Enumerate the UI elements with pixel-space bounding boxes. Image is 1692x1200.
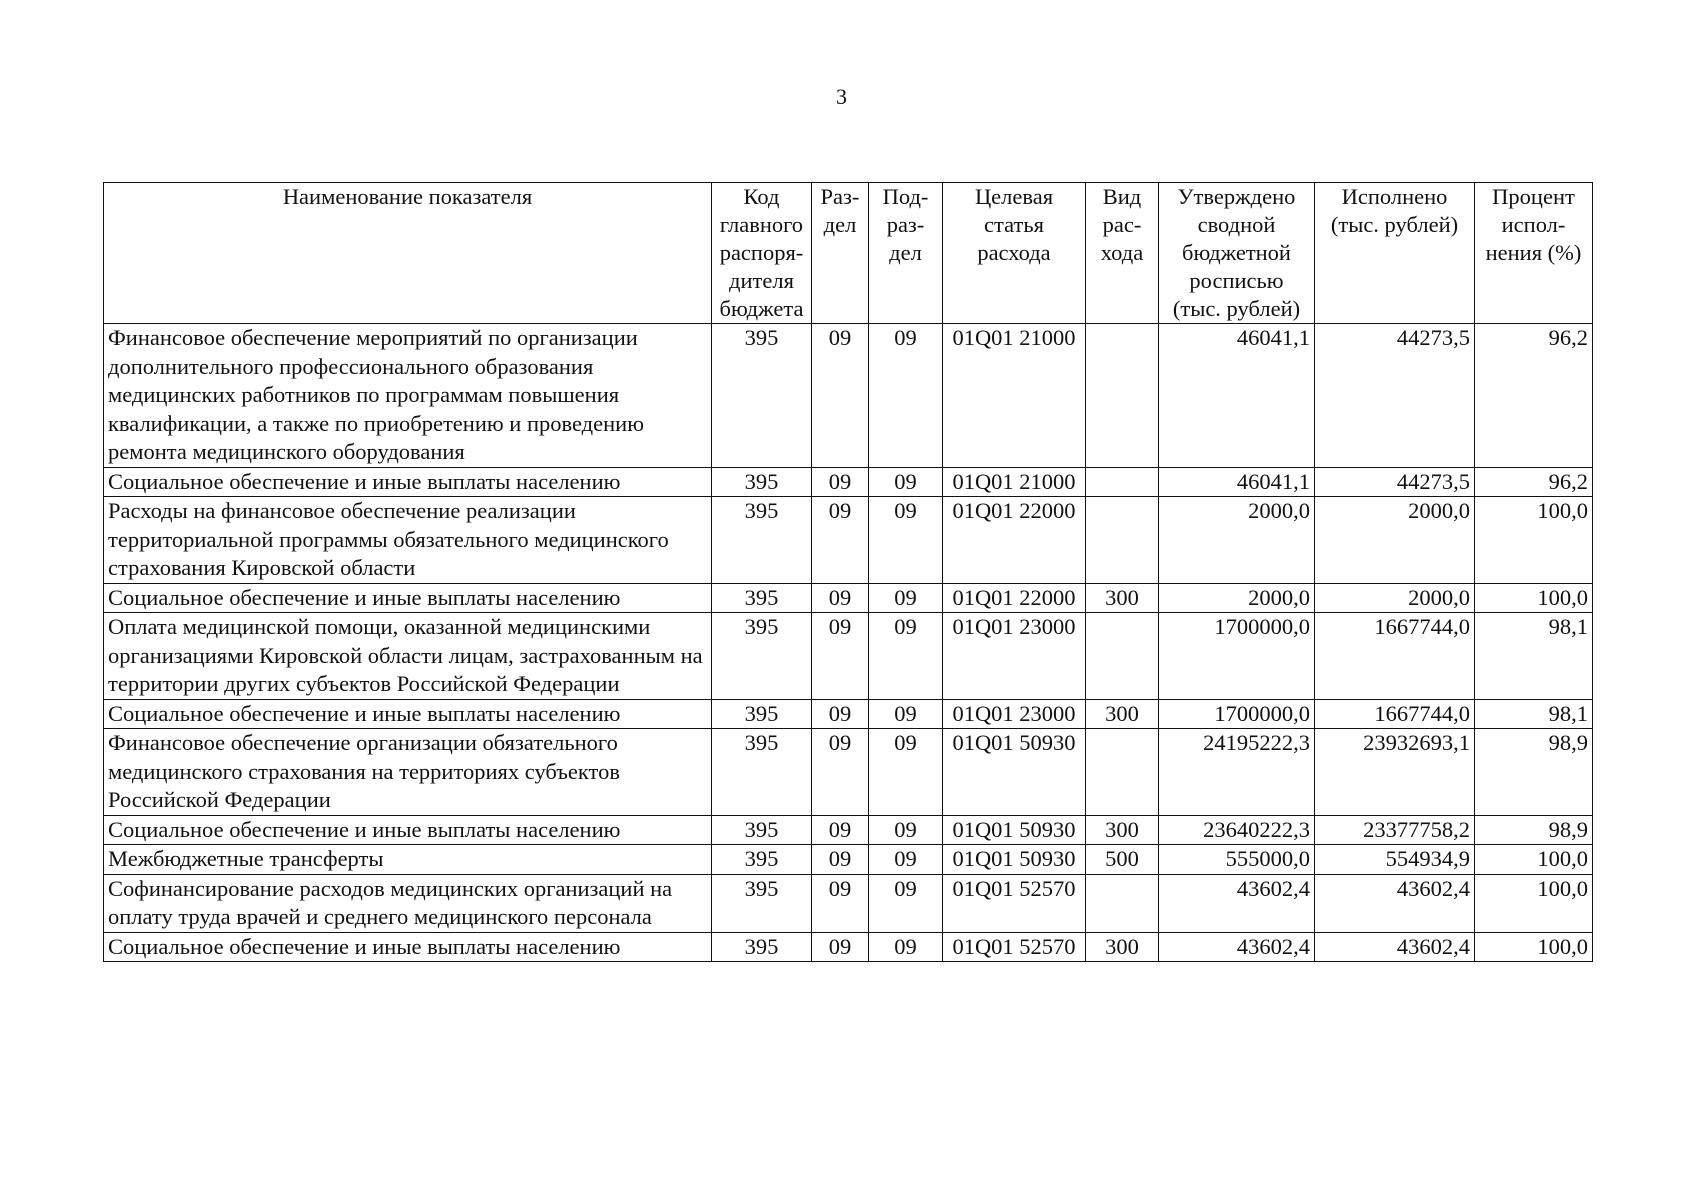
header-indicator-name: Наименование показателя (104, 183, 712, 324)
cell-target-article: 01Q01 21000 (943, 324, 1086, 468)
cell-execution-percent: 98,1 (1475, 613, 1593, 700)
table-row (104, 467, 1593, 497)
cell-subsection: 09 (869, 467, 943, 497)
cell-indicator-name: Финансовое обеспечение мероприятий по организации дополнительного профессионального образования медицинских работников по программам повышения квалификации, а также по приобретению и проведению ремонта медицинского оборудования (104, 324, 712, 468)
cell-expense-type (1086, 324, 1159, 468)
cell-indicator-name: Социальное обеспечение и иные выплаты населению (104, 815, 712, 845)
table-row (104, 497, 1593, 584)
table-row (104, 874, 1593, 932)
table-row (104, 815, 1593, 845)
header-approved: Утверждено сводной бюджетной росписью (тыс. рублей) (1159, 183, 1315, 324)
cell-executed-amount: 2000,0 (1315, 583, 1475, 613)
table-row (104, 699, 1593, 729)
cell-indicator-name: Социальное обеспечение и иные выплаты населению (104, 699, 712, 729)
cell-expense-type (1086, 729, 1159, 816)
cell-execution-percent: 98,9 (1475, 815, 1593, 845)
header-admin-code: Код главного распоря-дителя бюджета (712, 183, 812, 324)
table-row (104, 729, 1593, 816)
table-row (104, 845, 1593, 875)
cell-execution-percent: 100,0 (1475, 583, 1593, 613)
cell-target-article: 01Q01 52570 (943, 932, 1086, 962)
cell-execution-percent: 100,0 (1475, 845, 1593, 875)
cell-approved-amount: 1700000,0 (1159, 699, 1315, 729)
table-header-row (104, 183, 1593, 324)
header-subsection: Под-раз-дел (869, 183, 943, 324)
cell-admin-code: 395 (712, 613, 812, 700)
cell-subsection: 09 (869, 815, 943, 845)
cell-approved-amount: 2000,0 (1159, 583, 1315, 613)
cell-executed-amount: 44273,5 (1315, 324, 1475, 468)
cell-target-article: 01Q01 23000 (943, 613, 1086, 700)
cell-approved-amount: 43602,4 (1159, 932, 1315, 962)
cell-target-article: 01Q01 50930 (943, 845, 1086, 875)
cell-expense-type: 300 (1086, 815, 1159, 845)
cell-execution-percent: 98,9 (1475, 729, 1593, 816)
cell-subsection: 09 (869, 874, 943, 932)
cell-subsection: 09 (869, 845, 943, 875)
cell-target-article: 01Q01 22000 (943, 583, 1086, 613)
cell-expense-type: 500 (1086, 845, 1159, 875)
cell-expense-type (1086, 467, 1159, 497)
cell-subsection: 09 (869, 729, 943, 816)
cell-section: 09 (812, 845, 869, 875)
cell-approved-amount: 1700000,0 (1159, 613, 1315, 700)
cell-section: 09 (812, 874, 869, 932)
cell-admin-code: 395 (712, 845, 812, 875)
cell-target-article: 01Q01 52570 (943, 874, 1086, 932)
cell-approved-amount: 2000,0 (1159, 497, 1315, 584)
header-executed: Исполнено (тыс. рублей) (1315, 183, 1475, 324)
cell-section: 09 (812, 699, 869, 729)
cell-expense-type: 300 (1086, 583, 1159, 613)
budget-execution-table (103, 182, 1593, 962)
cell-target-article: 01Q01 23000 (943, 699, 1086, 729)
cell-section: 09 (812, 729, 869, 816)
cell-executed-amount: 43602,4 (1315, 932, 1475, 962)
header-expense-type: Вид рас-хода (1086, 183, 1159, 324)
cell-subsection: 09 (869, 613, 943, 700)
table-row (104, 324, 1593, 468)
cell-expense-type (1086, 874, 1159, 932)
cell-executed-amount: 1667744,0 (1315, 613, 1475, 700)
cell-indicator-name: Оплата медицинской помощи, оказанной медицинскими организациями Кировской области лицам, застрахованным на территории других субъектов Российской Федерации (104, 613, 712, 700)
cell-subsection: 09 (869, 324, 943, 468)
cell-admin-code: 395 (712, 932, 812, 962)
cell-section: 09 (812, 497, 869, 584)
header-section: Раз-дел (812, 183, 869, 324)
cell-section: 09 (812, 324, 869, 468)
page-number: 3 (836, 84, 847, 109)
cell-expense-type: 300 (1086, 699, 1159, 729)
header-target-article: Целевая статья расхода (943, 183, 1086, 324)
cell-executed-amount: 43602,4 (1315, 874, 1475, 932)
cell-execution-percent: 100,0 (1475, 874, 1593, 932)
cell-approved-amount: 43602,4 (1159, 874, 1315, 932)
cell-execution-percent: 100,0 (1475, 497, 1593, 584)
cell-execution-percent: 96,2 (1475, 467, 1593, 497)
cell-expense-type (1086, 613, 1159, 700)
cell-admin-code: 395 (712, 874, 812, 932)
cell-target-article: 01Q01 21000 (943, 467, 1086, 497)
cell-executed-amount: 23377758,2 (1315, 815, 1475, 845)
cell-approved-amount: 46041,1 (1159, 324, 1315, 468)
table-row (104, 932, 1593, 962)
cell-execution-percent: 96,2 (1475, 324, 1593, 468)
cell-subsection: 09 (869, 497, 943, 584)
cell-admin-code: 395 (712, 467, 812, 497)
cell-executed-amount: 2000,0 (1315, 497, 1475, 584)
cell-expense-type (1086, 497, 1159, 584)
cell-approved-amount: 555000,0 (1159, 845, 1315, 875)
cell-approved-amount: 23640222,3 (1159, 815, 1315, 845)
cell-indicator-name: Социальное обеспечение и иные выплаты населению (104, 932, 712, 962)
cell-subsection: 09 (869, 583, 943, 613)
cell-executed-amount: 44273,5 (1315, 467, 1475, 497)
table-row (104, 613, 1593, 700)
cell-indicator-name: Софинансирование расходов медицинских организаций на оплату труда врачей и среднего медицинского персонала (104, 874, 712, 932)
cell-admin-code: 395 (712, 583, 812, 613)
cell-executed-amount: 1667744,0 (1315, 699, 1475, 729)
cell-section: 09 (812, 815, 869, 845)
table-row (104, 583, 1593, 613)
cell-target-article: 01Q01 50930 (943, 729, 1086, 816)
cell-admin-code: 395 (712, 815, 812, 845)
cell-execution-percent: 100,0 (1475, 932, 1593, 962)
cell-indicator-name: Межбюджетные трансферты (104, 845, 712, 875)
header-percent: Процент испол-нения (%) (1475, 183, 1593, 324)
cell-admin-code: 395 (712, 324, 812, 468)
cell-indicator-name: Социальное обеспечение и иные выплаты населению (104, 583, 712, 613)
cell-execution-percent: 98,1 (1475, 699, 1593, 729)
cell-subsection: 09 (869, 932, 943, 962)
cell-section: 09 (812, 467, 869, 497)
cell-section: 09 (812, 583, 869, 613)
cell-admin-code: 395 (712, 699, 812, 729)
cell-admin-code: 395 (712, 497, 812, 584)
cell-target-article: 01Q01 50930 (943, 815, 1086, 845)
cell-executed-amount: 23932693,1 (1315, 729, 1475, 816)
cell-subsection: 09 (869, 699, 943, 729)
cell-approved-amount: 46041,1 (1159, 467, 1315, 497)
cell-indicator-name: Финансовое обеспечение организации обязательного медицинского страхования на территориях субъектов Российской Федерации (104, 729, 712, 816)
cell-expense-type: 300 (1086, 932, 1159, 962)
cell-target-article: 01Q01 22000 (943, 497, 1086, 584)
cell-admin-code: 395 (712, 729, 812, 816)
cell-section: 09 (812, 932, 869, 962)
cell-indicator-name: Расходы на финансовое обеспечение реализации территориальной программы обязательного медицинского страхования Кировской области (104, 497, 712, 584)
cell-indicator-name: Социальное обеспечение и иные выплаты населению (104, 467, 712, 497)
cell-executed-amount: 554934,9 (1315, 845, 1475, 875)
cell-approved-amount: 24195222,3 (1159, 729, 1315, 816)
cell-section: 09 (812, 613, 869, 700)
